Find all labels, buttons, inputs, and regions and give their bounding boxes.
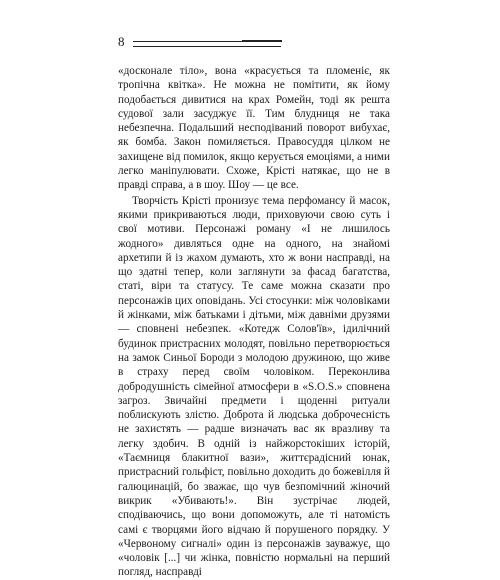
paragraph-2: Творчість Крісті пронизує тема перфомансу й масок, якими прикриваються люди, приховуючи свою суть і свої мотиви. Персонажі роману «І не лишилось жодного» дивляться одне на одного, на знайомі архетипи й із жахом думають, хто ж вони насправді, на що здатні тепер, коли заглянути за фасад багатства, статі, віри та статусу. Те саме можна сказати про персонажів цих оповідань. Усі стосунки: між чоловіками й жінками, між батьками і дітьми, між давніми друзями — сповнені небезпек. «Котедж Солов'їв», ідилічний будинок пристрасних молодят, повільно перетворюється на замок Синьої Бороди з молодою дружиною, що живе в страху перед своїм чоловіком. Переконлива добродушність сімейної атмосфери в «S.O.S.» сповнена загроз. Звичайні предмети і щоденні ритуали поблискують злістю. Доброта й людська доброчесність не захистять — радше визначать вас як вразливу та легку здобич. В одній із найжорстокіших історій, «Таємниця блакитної вази», життєрадісний юнак, пристрасний гольфіст, повільно доходить до божевілля й галюцинацій, бо зважає, що чув безпомічний жіночий викрик «Убивають!». Він зустрічає людей, сподіваючись, що вони допоможуть, але ті натомість самі є творцями його відчаю й порушеного порядку. У «Червоному сигналі» один із персонажів зауважує, що «чоловік [...] чи жінка, повністю нормальні на перший погляд, насправді (118, 194, 390, 579)
page-number: 8 (118, 34, 125, 49)
paragraph-1: «досконале тіло», вона «красується та пломеніє, як тропічна квітка». Не можна не помітити, як йому подобається дивитися на крах Ромейн, тоді як решта судової зали засуджує її. Тим блудниця не така небезпечна. Подальший несподіваний поворот вибухає, як бомба. Закон помиляється. Правосуддя цілком не захищене від помилок, якщо керується емоціями, а ними легко маніпулювати. Схоже, Крісті натякає, що не в правді справа, а в шоу. Шоу — це все. (118, 65, 390, 192)
running-header (118, 34, 281, 50)
header-rule-accent (242, 40, 282, 42)
body-text (118, 64, 390, 580)
header-rule (133, 41, 281, 47)
